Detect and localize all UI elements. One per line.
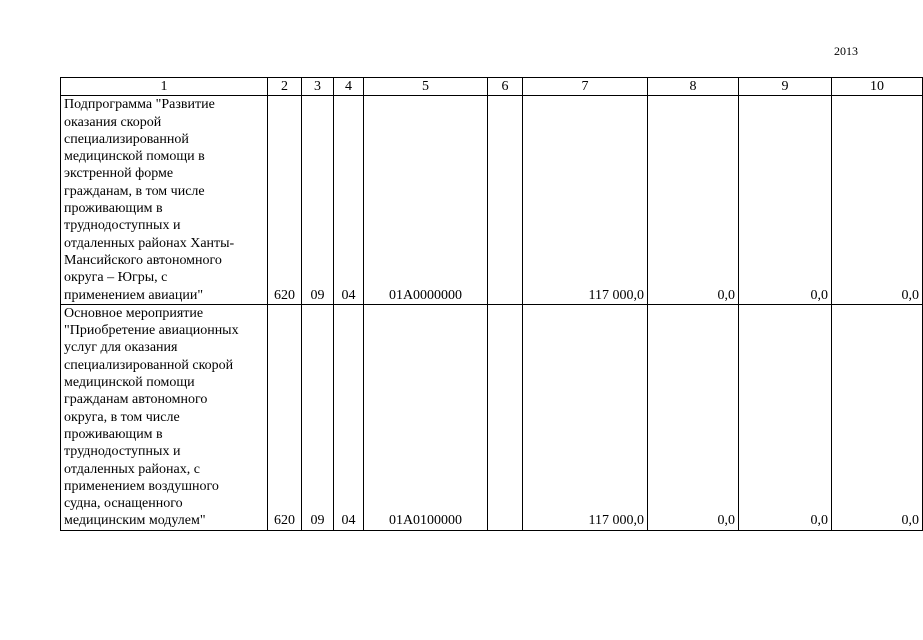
table-header-row — [61, 78, 923, 96]
header-cell-5: 5 — [364, 78, 488, 96]
section-code-cell: 09 — [302, 96, 334, 305]
amount-cell-8: 0,0 — [648, 304, 739, 530]
section-code-cell: 09 — [302, 304, 334, 530]
amount-cell-10: 0,0 — [832, 304, 923, 530]
header-cell-10: 10 — [832, 78, 923, 96]
subsection-code-cell: 04 — [334, 96, 364, 305]
subsection-code-cell: 04 — [334, 304, 364, 530]
amount-cell-7: 117 000,0 — [523, 96, 648, 305]
row-name-cell — [61, 96, 268, 305]
header-cell-7: 7 — [523, 78, 648, 96]
target-article-cell: 01А0100000 — [364, 304, 488, 530]
row-name-cell — [61, 304, 268, 530]
amount-cell-8: 0,0 — [648, 96, 739, 305]
header-cell-4: 4 — [334, 78, 364, 96]
table-row — [61, 304, 923, 530]
header-cell-3: 3 — [302, 78, 334, 96]
header-cell-6: 6 — [488, 78, 523, 96]
amount-cell-7: 117 000,0 — [523, 304, 648, 530]
header-cell-9: 9 — [739, 78, 832, 96]
amount-cell-10: 0,0 — [832, 96, 923, 305]
page-number: 2013 — [834, 44, 858, 58]
table-row — [61, 96, 923, 305]
target-article-cell: 01А0000000 — [364, 96, 488, 305]
header-cell-2: 2 — [268, 78, 302, 96]
header-cell-1: 1 — [61, 78, 268, 96]
budget-table — [60, 77, 923, 531]
header-cell-8: 8 — [648, 78, 739, 96]
row-name-text: Подпрограмма "Развитие оказания скорой специализированной медицинской помощи в экстренной форме гражданам, в том числе проживающим в труднодоступных и отдаленных районах Ханты- Мансийского автономного округа – Югры, с применением авиации" — [64, 97, 235, 303]
expense-type-cell — [488, 304, 523, 530]
ministry-code-cell: 620 — [268, 96, 302, 305]
ministry-code-cell: 620 — [268, 304, 302, 530]
amount-cell-9: 0,0 — [739, 304, 832, 530]
amount-cell-9: 0,0 — [739, 96, 832, 305]
expense-type-cell — [488, 96, 523, 305]
row-name-text: Основное мероприятие "Приобретение авиационных услуг для оказания специализированной скорой медицинской помощи гражданам автономного округа, в том числе проживающим в труднодоступных и отдаленных районах, с применением воздушного судна, оснащенного медицинским модулем" — [64, 305, 239, 529]
